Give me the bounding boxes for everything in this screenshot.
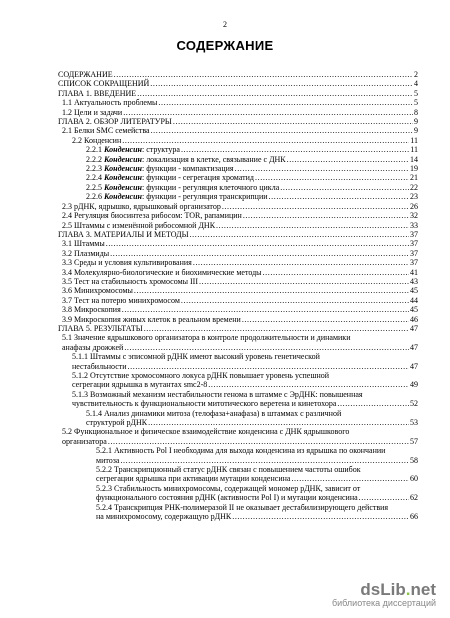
- toc-page-number: 45: [410, 305, 418, 315]
- toc-entry[interactable]: [58, 333, 418, 352]
- toc-entry[interactable]: [58, 211, 418, 220]
- toc-page-number: 66: [410, 512, 418, 522]
- toc-page-number: 49: [410, 380, 418, 390]
- toc-page-number: 57: [410, 436, 418, 446]
- page-number: 2: [223, 20, 227, 29]
- toc-entry[interactable]: [58, 164, 418, 173]
- toc-leader: [243, 211, 409, 220]
- toc-entry-text: чувствительность к функциональности митотического веретена и кинетохора: [72, 399, 337, 409]
- toc-entry-text: 5.1.2 Отсутствие хромосомного локуса рДНК повышает уровень успешной: [72, 371, 330, 380]
- toc-page-number: 58: [410, 455, 418, 465]
- toc-entry-text: сегрегации ядрышка при активации мутации конденсина: [96, 474, 291, 484]
- toc-entry-text: 3.9 Микроскопия живых клеток в реальном времени: [62, 314, 241, 324]
- toc-entry[interactable]: [58, 324, 418, 333]
- toc-page-number: 2: [414, 70, 418, 79]
- toc-leader: [150, 79, 413, 88]
- toc-entry[interactable]: [58, 126, 418, 135]
- toc-entry-text: анафазы дрожжей: [62, 342, 124, 352]
- toc-entry[interactable]: [58, 136, 418, 145]
- table-of-contents: [58, 70, 418, 522]
- toc-entry[interactable]: [58, 390, 418, 409]
- toc-entry-emphasis: Конденсин: [104, 173, 142, 183]
- toc-entry[interactable]: [58, 371, 418, 390]
- toc-page-number: 19: [410, 164, 418, 174]
- toc-page-number: 41: [410, 267, 418, 277]
- toc-entry-text: 3.3 Среды и условия культивирования: [62, 258, 192, 268]
- toc-entry-text: 2.1 Белки SMC семейства: [62, 126, 150, 136]
- toc-entry[interactable]: [58, 183, 418, 192]
- toc-entry[interactable]: [58, 239, 418, 248]
- toc-page-number: 26: [410, 201, 418, 211]
- toc-entry-text: СОДЕРЖАНИЕ: [58, 70, 113, 79]
- toc-leader: [337, 399, 409, 408]
- toc-page-number: 37: [410, 239, 418, 249]
- toc-leader: [280, 183, 409, 192]
- toc-page-number: 21: [410, 173, 418, 183]
- toc-page-number: 62: [410, 493, 418, 503]
- toc-entry[interactable]: [58, 277, 418, 286]
- toc-leader: [158, 98, 413, 107]
- toc-entry[interactable]: [58, 230, 418, 239]
- toc-leader: [151, 126, 413, 135]
- toc-leader: [216, 221, 409, 230]
- toc-leader: [255, 173, 409, 182]
- toc-entry[interactable]: [58, 296, 418, 305]
- toc-entry-text: 5.2.4 Транскрипция РНК-полимеразой II не оказывает дестабилизирующего действия: [96, 502, 389, 512]
- toc-entry[interactable]: [58, 503, 418, 522]
- watermark-subtitle: библиотека диссертаций: [331, 598, 436, 608]
- toc-entry[interactable]: [58, 446, 418, 465]
- toc-leader: [232, 512, 409, 521]
- toc-leader: [128, 362, 409, 371]
- toc-leader: [108, 437, 409, 446]
- toc-page-number: 43: [410, 276, 418, 286]
- toc-page-number: 52: [410, 399, 418, 409]
- toc-entry-text: 2.5 Штаммы с изменённой рибосомной ДНК: [62, 220, 216, 230]
- toc-entry-text: 2.2 Конденсин: [72, 135, 122, 145]
- toc-entry-text: 2.2.4 Конденсин: функции - сегрегация хроматид: [86, 173, 255, 183]
- toc-entry[interactable]: [58, 145, 418, 154]
- toc-page-number: 60: [410, 474, 418, 484]
- toc-leader: [199, 277, 409, 286]
- toc-page-number: 44: [410, 295, 418, 305]
- toc-entry[interactable]: [58, 315, 418, 324]
- toc-page-number: 11: [410, 135, 418, 145]
- toc-leader: [120, 456, 409, 465]
- toc-page-number: 8: [414, 107, 418, 117]
- toc-leader: [193, 258, 409, 267]
- toc-entry-text: на минихромосому, содержащую рДНК: [96, 512, 232, 522]
- toc-entry-text: 5.1 Значение ядрышкового организатора в контроле продолжительности и динамики: [62, 333, 351, 343]
- toc-entry[interactable]: [58, 286, 418, 295]
- toc-entry[interactable]: [58, 192, 418, 201]
- toc-entry[interactable]: [58, 98, 418, 107]
- toc-entry[interactable]: [58, 173, 418, 182]
- toc-page-number: 23: [410, 192, 418, 202]
- toc-leader: [181, 296, 409, 305]
- toc-page-number: 37: [410, 229, 418, 239]
- toc-entry[interactable]: [58, 202, 418, 211]
- toc-leader: [124, 343, 409, 352]
- toc-leader: [235, 164, 409, 173]
- toc-entry-text: 2.2.1 Конденсин: структура: [86, 145, 180, 155]
- toc-entry-text: 5.1.3 Возможный механизм нестабильности генома в штамме с ЭрДНК: повышенная: [72, 389, 363, 399]
- toc-entry-text: 3.4 Молекулярно-биологические и биохимические методы: [62, 267, 262, 277]
- toc-leader: [242, 315, 409, 324]
- page-title: СОДЕРЖАНИЕ: [176, 38, 274, 53]
- toc-entry[interactable]: [58, 305, 418, 314]
- watermark: [332, 580, 436, 608]
- toc-leader: [190, 230, 409, 239]
- toc-entry-text: 5.2.2 Транскрипционный статус рДНК связан с повышением частоты ошибок: [96, 465, 361, 475]
- toc-entry[interactable]: [58, 108, 418, 117]
- toc-entry[interactable]: [58, 409, 418, 428]
- toc-entry-text: сегрегации ядрышка в мутантах smc2-8: [72, 380, 208, 390]
- toc-entry[interactable]: [58, 484, 418, 503]
- toc-entry-text: нестабильности: [72, 361, 127, 371]
- toc-page-number: 46: [410, 314, 418, 324]
- toc-leader: [137, 89, 413, 98]
- toc-entry[interactable]: [58, 427, 418, 446]
- toc-entry-text: 3.2 Плазмиды: [62, 248, 110, 258]
- toc-entry-text: 2.2.3 Конденсин: функции - компактизация: [86, 164, 234, 174]
- toc-page-number: 37: [410, 258, 418, 268]
- toc-leader: [122, 136, 409, 145]
- toc-entry[interactable]: [58, 155, 418, 164]
- toc-page-number: 14: [410, 154, 418, 164]
- toc-entry-text: структурой рДНК: [86, 418, 148, 428]
- toc-leader: [144, 324, 409, 333]
- toc-entry-emphasis: Конденсин: [104, 154, 142, 164]
- toc-entry-text: 5.1.4 Анализ динамики митоза (телофаза+анафаза) в штаммах с различной: [86, 408, 342, 418]
- toc-entry[interactable]: [58, 117, 418, 126]
- toc-page-number: 37: [410, 248, 418, 258]
- toc-leader: [148, 418, 409, 427]
- toc-entry-text: 2.2.6 Конденсин: функции - регуляция транскрипции: [86, 192, 268, 202]
- toc-entry-text: ГЛАВА 2. ОБЗОР ЛИТЕРАТУРЫ: [58, 117, 172, 127]
- toc-entry[interactable]: [58, 79, 418, 88]
- watermark-logo: dsLib.net: [360, 580, 436, 599]
- toc-entry-text: 1.2 Цели и задачи: [62, 107, 123, 117]
- toc-entry-text: 2.2.2 Конденсин: локализация в клетке, связывание с ДНК: [86, 154, 286, 164]
- toc-page-number: 47: [410, 323, 418, 333]
- toc-page-number: 32: [410, 211, 418, 221]
- toc-entry-text: 5.1.1 Штаммы с эписомной рДНК имеют высокий уровень генетической: [72, 352, 320, 362]
- toc-entry[interactable]: [58, 89, 418, 98]
- toc-entry[interactable]: [58, 352, 418, 371]
- toc-page-number: 4: [414, 79, 418, 89]
- toc-page-number: 5: [414, 98, 418, 108]
- toc-leader: [291, 474, 409, 483]
- toc-page-number: 11: [410, 145, 418, 155]
- toc-entry-text: ГЛАВА 5. РЕЗУЛЬТАТЫ: [58, 323, 143, 333]
- toc-entry-text: 3.5 Тест на стабильность хромосомы III: [62, 276, 199, 286]
- toc-entry[interactable]: [58, 465, 418, 484]
- toc-leader: [181, 145, 409, 154]
- toc-page-number: 47: [410, 342, 418, 352]
- toc-entry-text: ГЛАВА 3. МАТЕРИАЛЫ И МЕТОДЫ: [58, 229, 189, 239]
- toc-entry-text: функционального состояния рДНК (активности Pol I) и мутации конденсина: [96, 493, 358, 503]
- toc-page-number: 47: [410, 361, 418, 371]
- toc-leader: [114, 70, 413, 79]
- toc-page-number: 22: [410, 182, 418, 192]
- toc-leader: [123, 108, 413, 117]
- toc-entry-text: 3.1 Штаммы: [62, 239, 105, 249]
- toc-entry-text: 5.2.1 Активность Pol I необходима для выхода конденсина из ядрышка по окончании: [96, 446, 386, 456]
- toc-page-number: 53: [410, 418, 418, 428]
- toc-leader: [222, 202, 409, 211]
- toc-leader: [134, 286, 409, 295]
- toc-entry-text: СПИСОК СОКРАЩЕНИЙ: [58, 79, 150, 89]
- toc-entry-emphasis: Конденсин: [104, 182, 142, 192]
- toc-entry[interactable]: [58, 268, 418, 277]
- toc-entry[interactable]: [58, 70, 418, 79]
- toc-entry-emphasis: Конденсин: [104, 145, 142, 155]
- toc-entry[interactable]: [58, 249, 418, 258]
- toc-entry-text: 3.6 Минихромосомы: [62, 286, 133, 296]
- toc-leader: [263, 268, 409, 277]
- toc-leader: [110, 249, 409, 258]
- toc-entry[interactable]: [58, 221, 418, 230]
- toc-leader: [269, 192, 409, 201]
- toc-entry-text: 2.4 Регуляция биосинтеза рибосом: TOR, рапамицин: [62, 211, 242, 221]
- toc-entry-text: 2.2.5 Конденсин: функции - регуляция клеточного цикла: [86, 182, 280, 192]
- toc-entry-text: 1.1 Актуальность проблемы: [62, 98, 158, 108]
- toc-leader: [359, 493, 409, 502]
- toc-entry-emphasis: Конденсин: [104, 164, 142, 174]
- toc-page-number: 9: [414, 117, 418, 127]
- toc-page-number: 5: [414, 88, 418, 98]
- toc-page-number: 33: [410, 220, 418, 230]
- toc-leader: [106, 239, 409, 248]
- toc-entry-emphasis: Конденсин: [104, 192, 142, 202]
- toc-entry-text: организатора: [62, 436, 107, 446]
- toc-entry-text: митоза: [96, 455, 120, 465]
- toc-leader: [173, 117, 413, 126]
- toc-leader: [208, 380, 409, 389]
- toc-page-number: 9: [414, 126, 418, 136]
- toc-leader: [287, 155, 409, 164]
- toc-entry-text: ГЛАВА 1. ВВЕДЕНИЕ: [58, 88, 137, 98]
- toc-entry-text: 5.2 Функциональное и физическое взаимодействие конденсина с ДНК ядрышкового: [62, 427, 350, 437]
- toc-entry-text: 2.3 рДНК, ядрышко, ядрышковый организатор: [62, 201, 221, 211]
- toc-entry-text: 3.8 Микроскопия: [62, 305, 121, 315]
- toc-entry-text: 5.2.3 Стабильность минихромосомы, содержащей мономер рДНК, зависит от: [96, 483, 361, 493]
- toc-entry[interactable]: [58, 258, 418, 267]
- toc-leader: [122, 305, 409, 314]
- toc-entry-text: 3.7 Тест на потерю минихромосом: [62, 295, 180, 305]
- toc-page-number: 45: [410, 286, 418, 296]
